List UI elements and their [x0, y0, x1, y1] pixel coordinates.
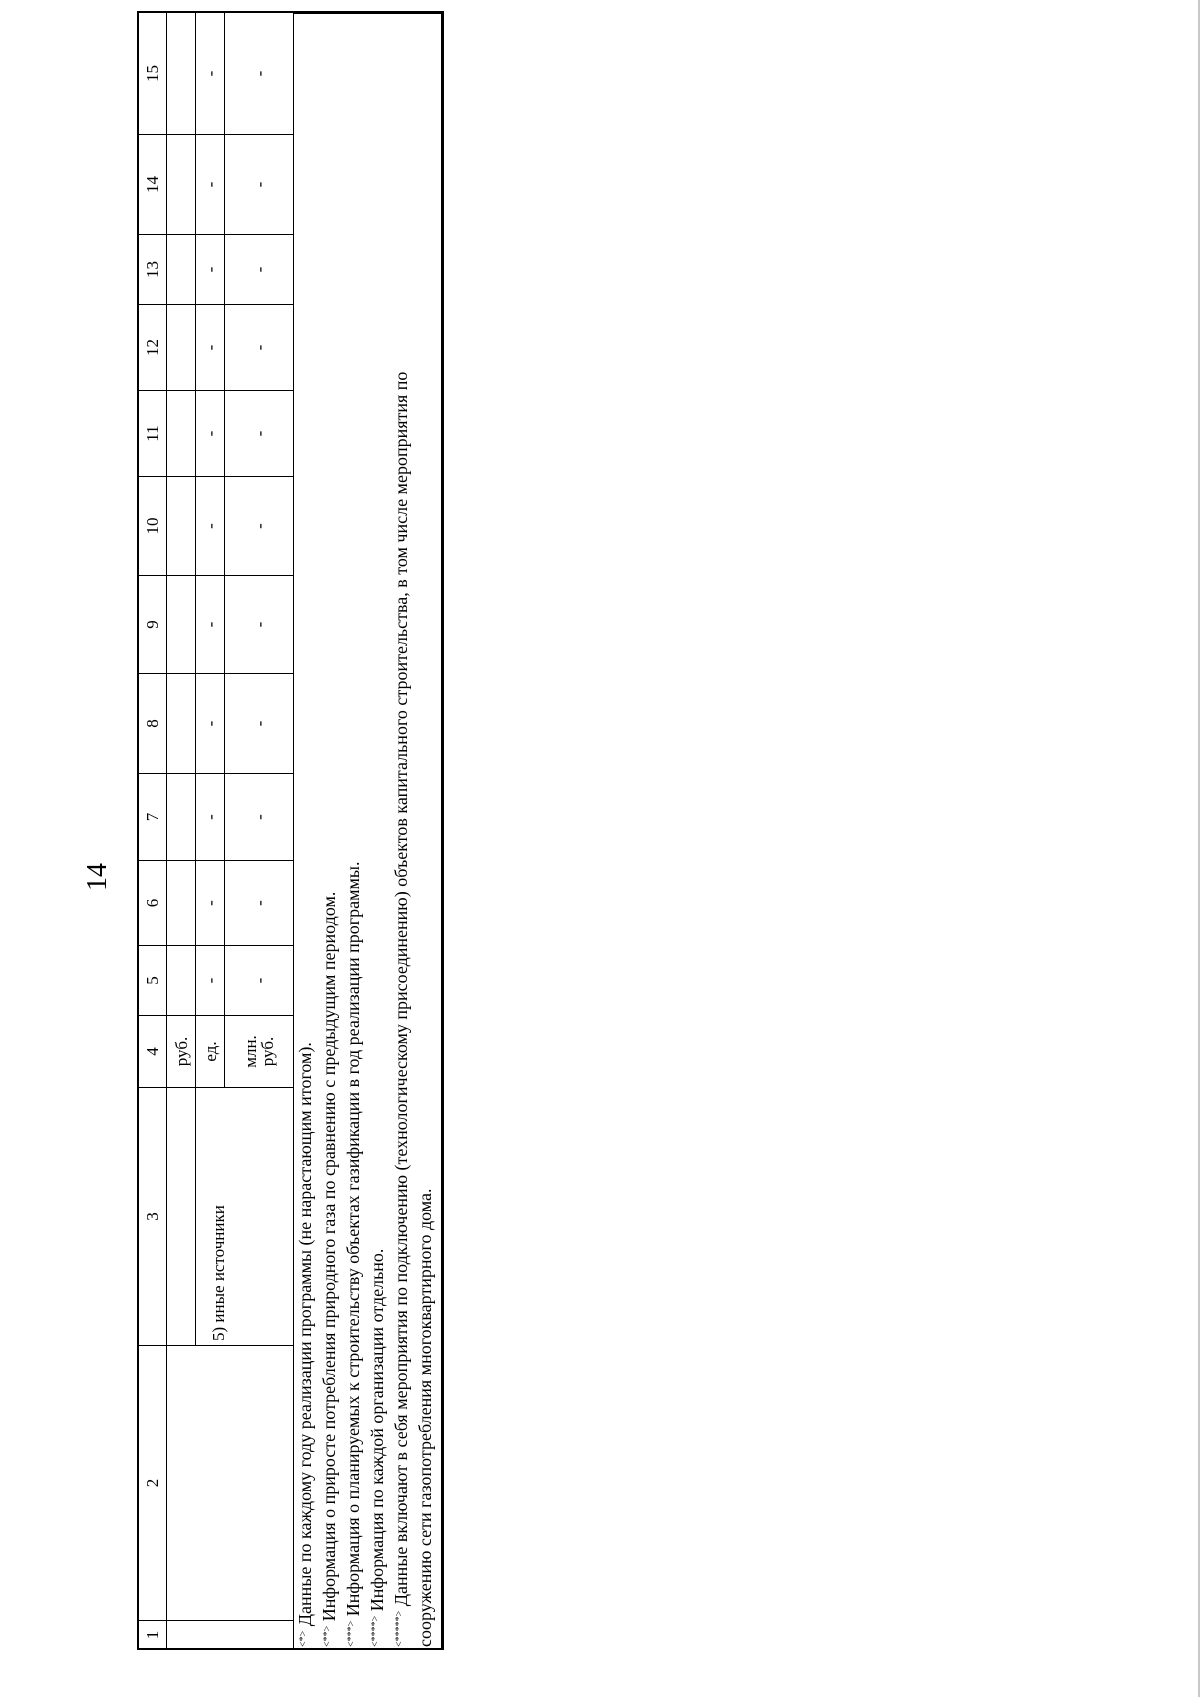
footnote [293, 16, 317, 1647]
footnote-marker: <****> [370, 1615, 381, 1647]
value-cell: - [196, 946, 225, 1016]
column-number: 11 [138, 391, 167, 477]
column-number: 13 [138, 235, 167, 305]
column-number: 9 [138, 576, 167, 674]
column-number: 10 [138, 477, 167, 576]
value-cell: - [225, 391, 294, 477]
value-cell: - [196, 774, 225, 861]
footnotes-block [293, 13, 442, 1650]
value-cell: - [225, 576, 294, 674]
unit-text: млн. [241, 1035, 260, 1068]
value-cell: - [196, 235, 225, 305]
column-number-row [138, 13, 167, 1650]
footnote-text: Данные по каждому году реализации программы (не нарастающим итогом). [295, 1042, 315, 1631]
column-number: 8 [138, 674, 167, 774]
page-number: 14 [82, 863, 113, 891]
value-cell: - [196, 305, 225, 391]
unit-cell [196, 1016, 225, 1088]
footnote-marker: <**> [322, 1625, 333, 1647]
footnote-text: Информация о приросте потребления природного газа по сравнению с предыдущим периодом. [319, 891, 339, 1626]
value-cell: - [225, 13, 294, 135]
column-number: 14 [138, 135, 167, 235]
value-cell: - [225, 235, 294, 305]
value-cell: - [196, 477, 225, 576]
footnote-text: сооружению сети газопотребления многоквартирного дома. [415, 1188, 435, 1647]
footnote-continuation [413, 16, 437, 1647]
footnote-text: Информация по каждой организации отдельно. [367, 1248, 387, 1616]
value-cell: - [225, 674, 294, 774]
column-number: 1 [138, 1621, 167, 1650]
value-cell [167, 235, 196, 305]
column-number: 4 [138, 1016, 167, 1088]
value-cell [167, 946, 196, 1016]
footnote [317, 16, 341, 1647]
unit-cell [225, 1016, 294, 1088]
footnote-marker: <***> [346, 1620, 357, 1647]
value-cell [167, 13, 196, 135]
rotated-table-block [137, 13, 442, 1650]
footnote-text: Информация о планируемых к строительству объектах газификации в год реализации программы. [343, 861, 363, 1621]
column-number: 5 [138, 946, 167, 1016]
table-row [167, 13, 196, 1650]
unit-cell [167, 1016, 196, 1088]
column-number: 7 [138, 774, 167, 861]
value-cell: - [225, 477, 294, 576]
value-cell: - [196, 13, 225, 135]
value-cell: - [196, 135, 225, 235]
value-cell [167, 674, 196, 774]
value-cell [167, 305, 196, 391]
unit-text: руб. [171, 1036, 191, 1067]
column-number: 12 [138, 305, 167, 391]
cell-col-1 [167, 1621, 294, 1650]
value-cell: - [196, 674, 225, 774]
column-number: 2 [138, 1346, 167, 1621]
value-cell: - [225, 305, 294, 391]
value-cell [167, 861, 196, 946]
column-number: 15 [138, 13, 167, 135]
column-number: 6 [138, 861, 167, 946]
value-cell [167, 576, 196, 674]
programme-table [137, 12, 294, 1650]
footnote-marker: <*****> [394, 1610, 405, 1647]
value-cell: - [196, 391, 225, 477]
value-cell [167, 774, 196, 861]
value-cell: - [225, 946, 294, 1016]
column-number: 3 [138, 1088, 167, 1346]
value-cell [167, 391, 196, 477]
footnote [389, 16, 413, 1647]
footnote-marker: <*> [298, 1630, 309, 1647]
value-cell: - [196, 576, 225, 674]
footnote [341, 16, 365, 1647]
value-cell: - [196, 861, 225, 946]
value-cell: - [225, 774, 294, 861]
value-cell [167, 135, 196, 235]
unit-text: руб. [258, 1036, 277, 1067]
value-cell: - [225, 861, 294, 946]
footnote [365, 16, 389, 1647]
value-cell: - [225, 135, 294, 235]
cell-col-2 [167, 1346, 294, 1621]
cell-col-3 [167, 1088, 196, 1346]
value-cell [167, 477, 196, 576]
footnote-text: Данные включают в себя мероприятия по подключению (технологическому присоединению) объектов капитального строительства, в том числе мероприятия по [391, 371, 411, 1611]
unit-text: ед. [200, 1041, 220, 1062]
source-label-cell: 5) иные источники [196, 1088, 294, 1346]
